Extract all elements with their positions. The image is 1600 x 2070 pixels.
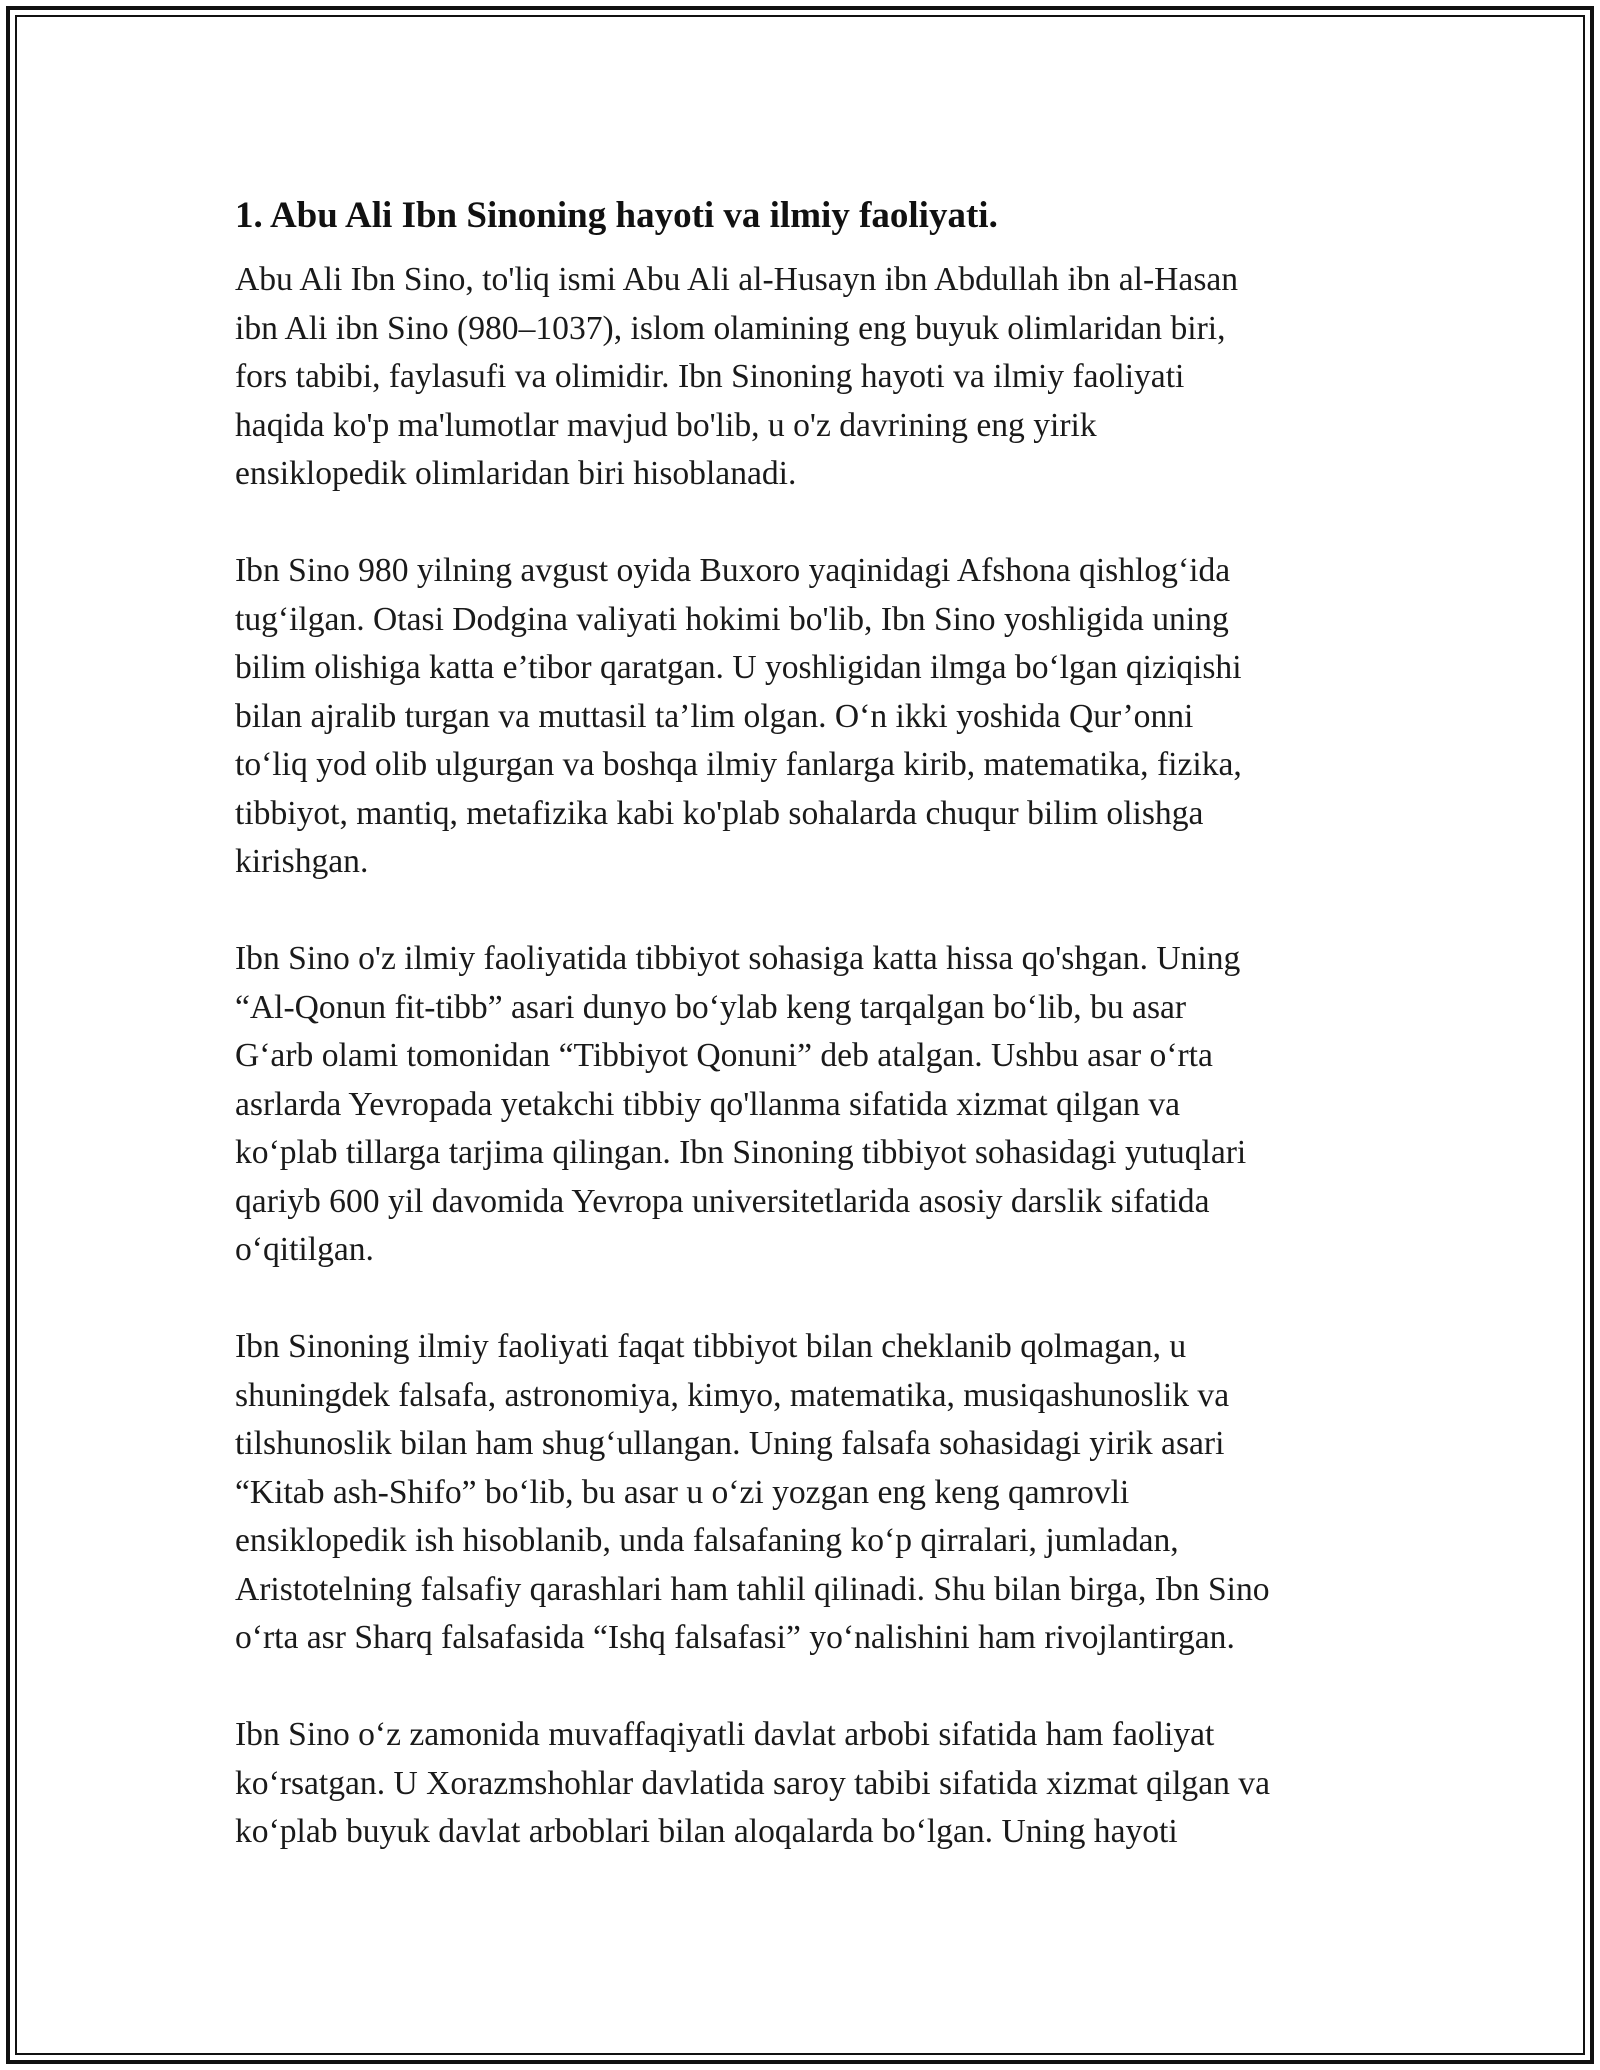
text-line: Ibn Sino 980 yilning avgust oyida Buxoro yaqinidagi Afshona qishlog‘ida	[235, 552, 1231, 589]
text-line: ensiklopedik ish hisoblanib, unda falsafaning ko‘p qirralari, jumladan,	[235, 1522, 1179, 1559]
text-line: tibbiyot, mantiq, metafizika kabi ko'plab sohalarda chuqur bilim olishga	[235, 794, 1204, 832]
text-line: Aristotelning falsafiy qarashlari ham tahlil qilinadi. Shu bilan birga, Ibn Sino	[235, 1570, 1270, 1608]
text-line: “Al-Qonun fit-tibb” asari dunyo bo‘ylab keng tarqalgan bo‘lib, bu asar	[235, 988, 1187, 1026]
text-line: ko‘plab buyuk davlat arboblari bilan aloqalarda bo‘lgan. Uning hayoti	[235, 1813, 1178, 1850]
text-line: G‘arb olami tomonidan “Tibbiyot Qonuni” deb atalgan. Ushbu asar o‘rta	[235, 1037, 1213, 1074]
text-line: fors tabibi, faylasufi va olimidir. Ibn Sinoning hayoti va ilmiy faoliyati	[235, 358, 1185, 395]
text-line: qariyb 600 yil davomida Yevropa universitetlarida asosiy darslik sifatida	[235, 1182, 1210, 1220]
paragraph-statesman	[235, 1711, 1370, 1857]
section-heading: 1. Abu Ali Ibn Sinoning hayoti va ilmiy faoliyati.	[235, 195, 998, 236]
text-line: to‘liq yod olib ulgurgan va boshqa ilmiy fanlarga kirib, matematika, fizika,	[235, 746, 1242, 783]
text-line: ensiklopedik olimlaridan biri hisoblanadi.	[235, 455, 797, 492]
text-line: Ibn Sinoning ilmiy faoliyati faqat tibbiyot bilan cheklanib qolmagan, u	[235, 1328, 1187, 1365]
text-line: haqida ko'p ma'lumotlar mavjud bo'lib, u o'z davrining eng yirik	[235, 406, 1097, 444]
text-line: ko‘rsatgan. U Xorazmshohlar davlatida saroy tabibi sifatida xizmat qilgan va	[235, 1764, 1271, 1802]
paragraph-philosophy	[235, 1323, 1370, 1663]
paragraph-intro	[235, 256, 1370, 499]
text-line: ko‘plab tillarga tarjima qilingan. Ibn Sinoning tibbiyot sohasidagi yutuqlari	[235, 1134, 1247, 1171]
text-line: ibn Ali ibn Sino (980–1037), islom olamining eng buyuk olimlaridan biri,	[235, 309, 1226, 347]
paragraph-early-life	[235, 547, 1370, 887]
text-line: shuningdek falsafa, astronomiya, kimyo, matematika, musiqashunoslik va	[235, 1376, 1230, 1414]
text-line: tug‘ilgan. Otasi Dodgina valiyati hokimi bo'lib, Ibn Sino yoshligida uning	[235, 600, 1229, 638]
text-line: asrlarda Yevropada yetakchi tibbiy qo'llanma sifatida xizmat qilgan va	[235, 1085, 1181, 1123]
document-body	[235, 188, 1370, 1905]
paragraph-medicine	[235, 935, 1370, 1275]
text-line: o‘rta asr Sharq falsafasida “Ishq falsafasi” yo‘nalishini ham rivojlantirgan.	[235, 1619, 1235, 1656]
text-line: Abu Ali Ibn Sino, to'liq ismi Abu Ali al-Husayn ibn Abdullah ibn al-Hasan	[235, 261, 1239, 298]
text-line: Ibn Sino o'z ilmiy faoliyatida tibbiyot sohasiga katta hissa qo'shgan. Uning	[235, 940, 1241, 977]
text-line: bilim olishiga katta e’tibor qaratgan. U yoshligidan ilmga bo‘lgan qiziqishi	[235, 649, 1242, 686]
text-line: tilshunoslik bilan ham shug‘ullangan. Uning falsafa sohasidagi yirik asari	[235, 1425, 1225, 1462]
text-line: “Kitab ash-Shifo” bo‘lib, bu asar u o‘zi yozgan eng keng qamrovli	[235, 1473, 1130, 1511]
text-line: bilan ajralib turgan va muttasil ta’lim olgan. O‘n ikki yoshida Qur’onni	[235, 697, 1194, 735]
text-line: kirishgan.	[235, 843, 369, 880]
text-line: o‘qitilgan.	[235, 1231, 374, 1268]
text-line: Ibn Sino o‘z zamonida muvaffaqiyatli davlat arbobi sifatida ham faoliyat	[235, 1716, 1215, 1753]
